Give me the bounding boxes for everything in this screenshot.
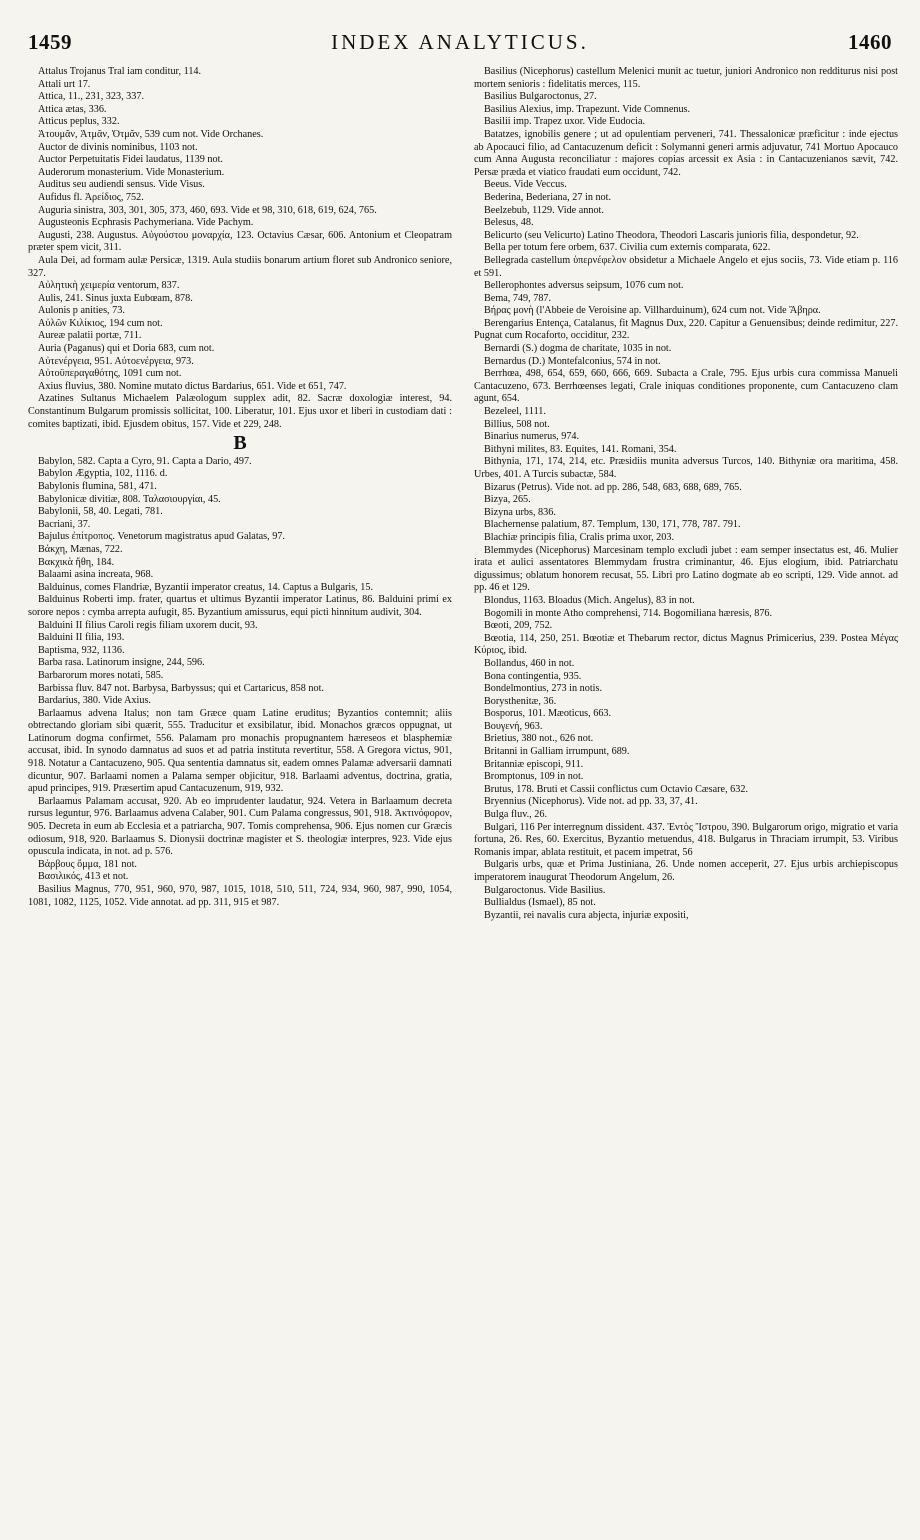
index-entry: Blachiæ principis filia, Cralis prima uxor, 203. [484,531,675,543]
index-entry: Berrhœa, 498, 654, 659, 660, 666, 669. Subacta a Crale, 795. Ejus urbis cura commissa Manueli Cantacuzeno, 673. Berrhœenses legati, Crale iniquas conditiones proponente, cum Cantacuzeno clam agunt, 654. [474,368,898,405]
index-entry: Basilii imp. Trapez uxor. Vide Eudocia. [484,116,646,128]
index-entry: Bosporus, 101. Mæoticus, 663. [484,708,612,720]
index-entry: Attica ætas, 336. [38,103,107,115]
index-entry: Bernardi (S.) dogma de charitate, 1035 in not. [484,343,672,355]
index-entry: Blachernense palatium, 87. Templum, 130, 171, 778, 787. 791. [484,519,741,531]
index-entry: Auctor Perpetuitatis Fidei laudatus, 1139 not. [38,154,223,166]
index-entry: Axius fluvius, 380. Nomine mutato dictus Bardarius, 651. Vide et 651, 747. [38,380,347,392]
index-entry: Belicurto (seu Velicurto) Latino Theodora, Theodori Lascaris junioris filia, despondetur, 92. [484,229,859,241]
index-entry: Aula Dei, ad formam aulæ Persicæ, 1319. Aula studiis bonarum artium floret sub Andronico seniore, 327. [28,254,452,279]
index-entry: Bema, 749, 787. [484,292,552,304]
index-columns [28,66,898,1530]
index-entry: Baptisma, 932, 1136. [38,644,125,656]
index-entry: Babylonii, 58, 40. Legati, 781. [38,506,163,518]
index-entry: Brietius, 380 not., 626 not. [484,733,594,745]
index-entry: Blondus, 1163. Bloadus (Mich. Angelus), 83 in not. [484,594,695,606]
page-number-right: 1460 [848,30,892,54]
index-entry: Barbissa fluv. 847 not. Barbysa, Barbyssus; qui et Cartaricus, 858 not. [38,682,324,694]
index-entry: Basilius Bulgaroctonus, 27. [484,91,597,103]
index-entry: Attica, 11., 231, 323, 337. [38,91,145,103]
index-entry: Bromptonus, 109 in not. [484,771,584,783]
index-entry: Bellerophontes adversus seipsum, 1076 cum not. [484,280,684,292]
index-entry: Belesus, 48. [484,217,534,229]
index-entry: Βασιλικός, 413 et not. [38,871,129,883]
index-entry: Beeus. Vide Veccus. [484,179,567,191]
index-entry: Bacriani, 37. [38,518,91,530]
index-entry: Βάκχη, Mænas, 722. [38,543,123,555]
index-entry: Balaami asina increata, 968. [38,569,154,581]
page-title: INDEX ANALYTICUS. [331,30,589,54]
index-entry: Attalus Trojanus Tral iam conditur, 114. [38,66,202,77]
index-entry: Auditus seu audiendi sensus. Vide Visus. [38,179,205,191]
index-entry: Bithynia, 171, 174, 214, etc. Præsidiis munita adversus Turcos, 140. Bithyniæ ora maritima, 458. Urbes, 401. A Turcis subactæ, 584. [474,456,898,480]
index-entry: Brutus, 178. Bruti et Cassii conflictus cum Octavio Cæsare, 632. [484,783,748,795]
index-entry: Bulgaroctonus. Vide Basilius. [484,884,606,896]
index-entry: Byzantii, rei navalis cura abjecta, injuriæ expositi, [484,909,689,921]
index-entry: Βάρβους ὄμμα, 181 not. [38,858,137,870]
index-entry: Αὐτοϋπεραγαθότης, 1091 cum not. [38,368,182,380]
index-entry: Bardarius, 380. Vide Axius. [38,695,151,707]
index-entry: Bona contingentia, 935. [484,670,582,682]
index-entry: Αὐλητικὴ χειμερία ventorum, 837. [38,280,180,292]
index-entry: Bulgari, 116 Per interregnum dissident. 437. Ἐντὸς Ἴστρου, 390. Bulgarorum origo, migratio et varia fortuna, 26. Res, 60. Exercitus, Byzantio metuendus, 418. Bulgarus in Thraciam irrumpit, 53. Viribus Romanis impar, ablata restituit, et pacem impetrat, 56 [474,821,898,858]
index-entry: Auctor de divinis nominibus, 1103 not. [38,141,198,153]
index-entry: Bulgaris urbs, quæ et Prima Justiniana, 26. Unde nomen acceperit, 27. Ejus urbis archiepiscopus imperatorem inaugurat Theodorum Angelum, 26. [474,859,898,883]
index-entry: Bernardus (D.) Montefalconius, 574 in not. [484,355,661,367]
index-entry: Balduini II filia, 193. [38,632,125,644]
index-entry: Aufidus fl. Ἀρείδιος, 752. [38,191,144,203]
index-entry: Batatzes, ignobilis genere ; ut ad opulentiam perveneri, 741. Thessalonicæ præficitur : inde ejectus ab Apocauci filio, ad Cantacuzenum deficit : Solymanni generi armis adjuvatur, 741 Mortuo Apocauco cum Anna Augusta reconciliatur : majores copias arcessit ex Asia : in Cantacuzenianos sævit, 742. Persæ præda et viatico fraudati eum occidunt, 742. [474,128,898,178]
index-entry: Billius, 508 not. [484,418,550,430]
index-entry: Berengarius Entença, Catalanus, fit Magnus Dux, 220. Capitur a Genuensibus; deinde redimitur, 227. Pugnat cum Rocaforto, occiditur, 232. [474,317,898,342]
index-entry: Auria (Paganus) qui et Doria 683, cum not. [38,343,215,355]
index-entry: Britanniæ episcopi, 911. [484,758,584,770]
right-column [474,66,898,1530]
index-entry: Αὐλῶν Κιλίκιος, 194 cum not. [38,317,163,329]
index-entry: Βουγενή, 963. [484,720,543,732]
index-entry: Babylon, 582. Capta a Cyro, 91. Capta a Dario, 497. [38,455,252,467]
index-entry: Augusti, 238. Augustus. Αὐγούστου μοναρχία, 123. Octavius Cæsar, 606. Antonium et Cleopatram præter spem vicit, 311. [28,229,452,254]
index-entry: Basilius (Nicephorus) castellum Melenici munit ac tuetur, juniori Andronico non redditurus nisi post mortem senioris : fidelitatis merces, 115. [474,66,898,90]
running-header [28,30,892,60]
index-entry: Atticus peplus, 332. [38,116,120,128]
index-entry: Bullialdus (Ismael), 85 not. [484,897,596,909]
index-entry: Azatines Sultanus Michaelem Palæologum supplex adit, 82. Sacræ doxologiæ interest, 94. Constantinum Bulgarum promissis sollicitat, 100. Liberatur, 101. Ejus uxor et liberi in custodiam dati : comites baptizati, ibid. Ejusdem obitus, 157. Vide et 229, 248. [28,393,452,430]
index-entry: Βήρας μονὴ (l'Abbeie de Veroisine ap. Villharduinum), 624 cum not. Vide Ἄβηρα. [484,305,821,317]
index-entry: Bellegrada castellum ὑπερνέφελον obsidetur a Michaele Angelo et ejus sociis, 73. Vide etiam p. 116 et 591. [474,254,898,279]
left-column [28,66,452,1530]
index-entry: Bizyna urbs, 836. [484,506,556,518]
index-entry: Bizya, 265. [484,494,531,506]
page-number-left: 1459 [28,30,72,54]
section-letter: B [233,432,247,455]
index-entry: Balduinus Roberti imp. frater, quartus et ultimus Byzantii imperator Latinus, 86. Balduini primi ex sorore nepos : cymba arrepta aufugit, 85. Byzantium amissurus, equi picti hinnitum audivit, 304. [28,594,452,618]
index-entry: Basilius Magnus, 770, 951, 960, 970, 987, 1015, 1018, 510, 511, 724, 934, 960, 987, 990, 1054, 1081, 1082, 1125, 1052. Vide annotat. ad pp. 311, 915 et 987. [28,884,452,908]
index-entry: Barlaamus advena Italus; non tam Græce quam Latine eruditus; Byzantios contemnit; aliis obtrectando gloriam sibi quærit, 555. Traducitur et exsibilatur, ibid. Monachos græcos oppugnat, ut Latinorum dogma confirmet, 556. Palamam pro monachis propugnantem hæreseos et blasphemiæ accusat, ibid. In synodo damnatus ad suos et ad patria instituta revertitur, 558. A Gregora victus, 901, 918. Notatur a Cantacuzeno, 905. Qua sententia damnatus sit, eadem omnes Palamæ adversarii damnati dicuntur, 907. Barlaami nomen a Palama semper objicitur, 918. Barlaami adventus, doctrina, gratia, apud principes, 919. Præsertim apud Cantacuzenum, 919, 932. [28,707,452,795]
index-entry: Ἀτουμᾶν, Ἀτμᾶν, Ὀτμᾶν, 539 cum not. Vide Orchanes. [38,128,264,140]
index-entry: Binarius numerus, 974. [484,431,580,443]
index-entry: Aulis, 241. Sinus juxta Eubœam, 878. [38,292,193,304]
index-entry: Balduini II filius Caroli regis filiam uxorem ducit, 93. [38,619,258,631]
index-entry: Βακχικὰ ἤθη, 184. [38,556,115,568]
index-entry: Borysthenitæ, 36. [484,695,557,707]
index-entry: Blemmydes (Nicephorus) Marcesinam templo excludi jubet : eam semper insectatus est, 46. Mulier irata et aulici assentatores Blemmydam frustra criminantur, 46. Ejus elogium, ibid. Patriarchatu digussimus; oblatum honorem recusat, 55. Libri pro Latino dogmate ab eo scripti, 129. Vide annot. ad pp. 46 et 129. [474,544,898,594]
index-entry: Bithyni milites, 83. Equites, 141. Romani, 354. [484,443,677,455]
index-entry: Attali urt 17. [38,78,91,90]
index-entry: Augusteonis Ecphrasis Pachymeriana. Vide Pachym. [38,217,254,229]
index-entry: Barba rasa. Latinorum insigne, 244, 596. [38,657,205,669]
index-entry: Auderorum monasterium. Vide Monasterium. [38,166,225,178]
index-entry: Bezeleel, 1111. [484,406,546,418]
index-entry: Babylon Ægyptia, 102, 1116. d. [38,468,168,480]
index-entry: Bœotia, 114, 250, 251. Bœotiæ et Thebarum rector, dictus Magnus Primicerius, 239. Postea Μέγας Κύριος, ibid. [474,632,898,657]
index-entry: Britanni in Galliam irrumpunt, 689. [484,746,630,758]
index-entry: Barlaamus Palamam accusat, 920. Ab eo imprudenter laudatur, 924. Vetera in Barlaamum decreta rursus leguntur, 976. Barlaamus advena Calaber, 901. Cum Palama congressus, 901, 918. Ἀκτινόφορον, 905. Decreta in eum ab Ecclesia et a patriarcha, 907. Tomis comprehensa, 906. Ejus nomen cur Græcis odiosum, 918, 920. Barlaamus S. Dionysii doctrinæ magister et S. theologiæ interpres, 923. Vide ejus opuscula indicata, in not. ad p. 576. [28,795,452,858]
index-entry: Bederina, Bederiana, 27 in not. [484,191,612,203]
index-entry: Auguria sinistra, 303, 301, 305, 373, 460, 693. Vide et 98, 310, 618, 619, 624, 765. [38,204,377,216]
index-entry: Balduinus, comes Flandriæ, Byzantii imperator creatus, 14. Captus a Bulgaris, 15. [38,581,373,593]
index-entry: Bogomili in monte Atho comprehensi, 714. Bogomiliana hæresis, 876. [484,607,773,619]
index-entry: Aureæ palatii portæ, 711. [38,330,142,342]
index-entry: Basilius Alexius, imp. Trapezunt. Vide Comnenus. [484,103,691,115]
index-entry: Bizarus (Petrus). Vide not. ad pp. 286, 548, 683, 688, 689, 765. [484,481,742,493]
index-entry: Barbarorum mores notati, 585. [38,669,164,681]
index-entry: Bajulus ἐπίτροπος. Venetorum magistratus apud Galatas, 97. [38,531,285,543]
index-entry: Αὐτενέργεια, 951. Αὐτοενέργεια, 973. [38,355,194,367]
index-entry: Bella per totum fere orbem, 637. Civilia cum externis comparata, 622. [484,242,771,254]
index-entry: Bœoti, 209, 752. [484,620,553,632]
index-entry: Aulonis p anities, 73. [38,305,125,317]
index-entry: Babylonis flumina, 581, 471. [38,481,157,492]
index-entry: Bulga fluv., 26. [484,809,548,821]
index-entry: Bollandus, 460 in not. [484,657,575,669]
index-entry: Babylonicæ divitiæ, 808. Ταλασιουργίαι, 45. [38,493,221,505]
index-entry: Bryennius (Nicephorus). Vide not. ad pp. 33, 37, 41. [484,796,698,808]
index-entry: Bondelmontius, 273 in notis. [484,683,603,695]
index-entry: Beelzebub, 1129. Vide annot. [484,204,604,216]
